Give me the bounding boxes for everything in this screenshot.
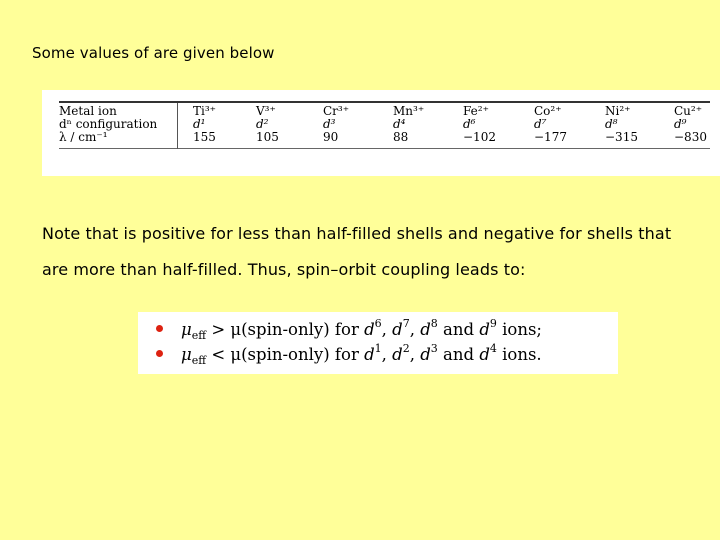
table-column: [378, 102, 448, 149]
row-header-lambda: λ / cm⁻¹: [59, 130, 108, 144]
config-cell: d²: [256, 117, 269, 131]
d-symbol: d: [479, 345, 490, 364]
table-column: [241, 102, 308, 149]
config-superscript: 9: [489, 317, 497, 330]
table-column: [659, 102, 710, 149]
d-symbol: d: [392, 345, 403, 364]
mu-subscript: eff: [191, 329, 207, 342]
comparison-operator: >: [211, 320, 226, 339]
config-cell: d⁸: [605, 117, 618, 131]
config-cell: d³: [323, 117, 336, 131]
bullet-list-panel: [138, 312, 618, 374]
lambda-cell: 155: [193, 130, 216, 144]
config-superscript: 2: [402, 342, 410, 355]
config-cell: d⁴: [393, 117, 406, 131]
row-header-config: dⁿ configuration: [59, 117, 158, 131]
table-column: [178, 102, 242, 149]
lambda-cell: 105: [256, 130, 279, 144]
lambda-cell: −830: [674, 130, 707, 144]
config-superscript: 4: [489, 342, 497, 355]
table-column: [590, 102, 659, 149]
lambda-cell: −177: [534, 130, 567, 144]
ion-cell: V³⁺: [256, 104, 276, 118]
bullet-item: $\mu_{eff}$ < μ(spin-only) for $d^1$, $d^2$, $d^3$ and $d^4$ ions.: [156, 342, 542, 367]
intro-text: Some values of are given below: [32, 44, 275, 62]
row-header-ion: Metal ion: [59, 104, 117, 118]
ion-cell: Ti³⁺: [193, 104, 216, 118]
and-word: and: [443, 345, 475, 364]
row-header-cell: [59, 102, 178, 149]
d-symbol: d: [364, 320, 375, 339]
ion-cell: Mn³⁺: [393, 104, 425, 118]
lambda-cell: −102: [463, 130, 496, 144]
d-symbol: d: [420, 320, 431, 339]
bullet-dot-icon: [156, 325, 163, 332]
d-symbol: d: [392, 320, 403, 339]
config-cell: d⁶: [463, 117, 476, 131]
mu-symbol: μ: [181, 345, 192, 364]
ion-cell: Cr³⁺: [323, 104, 350, 118]
bullet-tail: ions;: [502, 320, 542, 339]
config-cell: d⁷: [534, 117, 547, 131]
lambda-cell: −315: [605, 130, 638, 144]
config-superscript: 8: [430, 317, 438, 330]
config-superscript: 3: [430, 342, 438, 355]
spin-only-text: μ(spin-only) for: [230, 320, 359, 339]
ion-cell: Cu²⁺: [674, 104, 703, 118]
d-symbol: d: [420, 345, 431, 364]
bullet-dot-icon: [156, 350, 163, 357]
bullet-tail: ions.: [502, 345, 542, 364]
table-column: [308, 102, 378, 149]
config-superscript: 7: [402, 317, 410, 330]
comparison-operator: <: [211, 345, 226, 364]
ion-cell: Co²⁺: [534, 104, 562, 118]
spin-only-text: μ(spin-only) for: [230, 345, 359, 364]
ion-cell: Fe²⁺: [463, 104, 489, 118]
note-line-1: Note that is positive for less than half-filled shells and negative for shells that: [42, 224, 672, 243]
table-column: [519, 102, 590, 149]
spin-orbit-table-panel: [42, 90, 720, 176]
spin-orbit-table: [59, 101, 710, 149]
d-symbol: d: [479, 320, 490, 339]
mu-symbol: μ: [181, 320, 192, 339]
lambda-cell: 90: [323, 130, 339, 144]
config-cell: d⁹: [674, 117, 687, 131]
config-cell: d¹: [193, 117, 206, 131]
lambda-cell: 88: [393, 130, 409, 144]
note-line-2: are more than half-filled. Thus, spin–orbit coupling leads to:: [42, 260, 526, 279]
config-superscript: 1: [374, 342, 382, 355]
ion-cell: Ni²⁺: [605, 104, 631, 118]
mu-subscript: eff: [191, 354, 207, 367]
bullet-item: $\mu_{eff}$ > μ(spin-only) for $d^6$, $d^7$, $d^8$ and $d^9$ ions;: [156, 317, 542, 342]
table-row: [59, 102, 710, 149]
d-symbol: d: [364, 345, 375, 364]
and-word: and: [443, 320, 475, 339]
config-superscript: 6: [374, 317, 382, 330]
table-column: [448, 102, 519, 149]
